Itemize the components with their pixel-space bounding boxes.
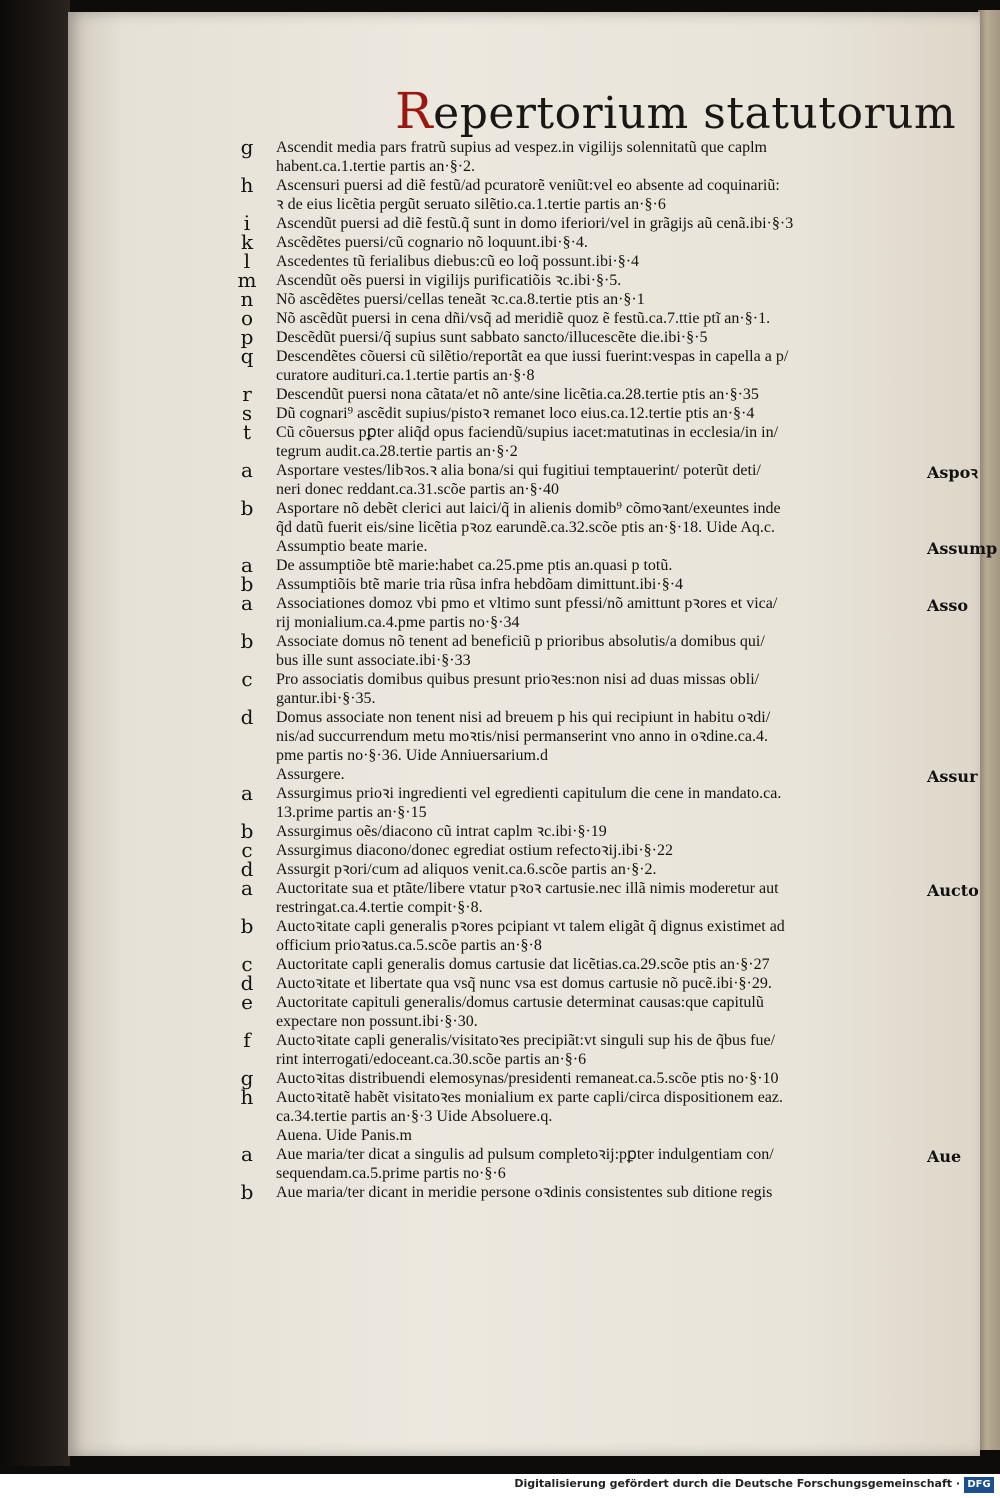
margin-heading: Asso [927,596,969,615]
index-entry [0,306,1000,330]
entry-text [276,138,921,176]
entry-line: Ascendit media pars fratrũ supius ad vespez.in vigilijs solennitatũ que caplm [276,139,767,156]
entry-line: Ascedentes tũ ferialibus diebus:cũ eo loq̃ possunt.ibi·§·4 [276,253,640,270]
index-entry [0,249,1000,273]
entry-line: Auctoꝛitatẽ habẽt visitatoꝛes monialium ex parte capli/circa dispositionem eaz. [276,1089,784,1106]
entry-line: Auctoꝛitate capli generalis/visitatoꝛes precipiãt:vt singuli sup his de q̃bus fue/ [276,1032,776,1049]
entry-letter: o [240,306,254,330]
index-entry [0,591,1000,632]
entry-letter: c [241,667,253,691]
entry-line: Nõ ascẽdũt puersi in cena dñi/vsq̃ ad meridiẽ quoz ẽ festũ.ca.7.ttie ptĩ an·§·1. [276,310,771,327]
index-entry [0,1126,1000,1145]
entry-text [276,670,921,708]
entry-letter: a [241,458,253,482]
entry-letter: a [241,1142,253,1166]
entry-text [276,1145,921,1183]
entry-line: Pro associatis domibus quibus presunt prioꝛes:non nisi ad duas missas obli/ [276,671,760,688]
title-text: epertorium statutorum [433,88,957,139]
entry-text [276,632,921,670]
margin-heading: Aue [927,1147,962,1166]
entry-text [276,765,921,784]
entry-letter: h [240,1085,254,1109]
entry-text [276,594,921,632]
entry-letter: e [241,990,253,1014]
index-entry [0,952,1000,976]
index-entry [0,382,1000,406]
index-entry [0,914,1000,955]
entry-letter: a [241,553,253,577]
entry-text [276,1183,921,1202]
entry-line: sequendam.ca.5.prime partis no·§·6 [276,1165,506,1182]
entry-line: rij monialium.ca.4.pme partis no·§·34 [276,614,520,631]
entry-line: Ascendũt oẽs puersi in vigilijs purificatiõis ꝛc.ibi·§·5. [276,272,622,289]
index-entry [0,1085,1000,1126]
index-entry [0,838,1000,862]
entry-line: Auctoꝛitate et libertate qua vsq̃ nunc vsa est domus cartusie nõ pucẽ.ibi·§·29. [276,975,772,992]
entry-text [276,537,921,556]
entry-line: Auctoritate capituli generalis/domus cartusie determinat causas:que capitulũ [276,994,764,1011]
entry-line: Nõ ascẽdẽtes puersi/cellas teneãt ꝛc.ca.8.tertie ptis an·§·1 [276,291,645,308]
index-entry [0,173,1000,214]
entry-line: Assurgere. [276,766,345,783]
entry-line: Ascendũt puersi ad diẽ festũ.q̃ sunt in domo iferiori/vel in grãgijs aũ cenã.ibi·§·3 [276,215,794,232]
entry-letter: q [240,344,254,368]
footer-text: Digitalisierung gefördert durch die Deutsche Forschungsgemeinschaft · [514,1477,960,1490]
entry-line: Descẽdũt puersi/q̃ supius sunt sabbato sancto/illucescẽte die.ibi·§·5 [276,329,708,346]
index-entry [0,230,1000,254]
entry-text [276,974,921,993]
entry-line: bus ille sunt associate.ibi·§·33 [276,652,471,669]
entry-line: officium prioꝛatus.ca.5.scõe partis an·§·8 [276,937,542,954]
entry-letter: d [240,971,254,995]
entry-letter: b [240,629,254,653]
funding-footer [0,1474,1000,1498]
entry-line: q̃d datũ fuerit eis/sine licẽtia pꝛoz earundẽ.ca.32.scõe ptis an·§·18. Uide Aq.c. [276,519,775,536]
index-entry [0,458,1000,499]
entry-text [276,385,921,404]
entry-text [276,176,921,214]
entry-text [276,499,921,537]
entry-letter: b [240,914,254,938]
entry-line: Assurgimus oẽs/diacono cũ intrat caplm ꝛc.ibi·§·19 [276,823,607,840]
entry-text [276,309,921,328]
index-entry [0,553,1000,577]
entry-text [276,290,921,309]
index-entry [0,1028,1000,1069]
index-entry [0,135,1000,176]
index-entry [0,990,1000,1031]
entry-letter: g [240,135,254,159]
entry-line: Assumptiõis btẽ marie tria rũsa infra hebdõam dimittunt.ibi·§·4 [276,576,684,593]
margin-heading: Assump [927,539,998,558]
entry-line: Associate domus nõ tenent ad beneficiũ p prioribus absolutis/a domibus qui/ [276,633,765,650]
index-entry [0,211,1000,235]
entry-text [276,860,921,879]
entry-text [276,1031,921,1069]
entry-line: Cũ cõuersus pꝑter aliq̃d opus faciendũ/supius iacet:matutinas in ecclesia/in in/ [276,424,779,441]
entry-text [276,347,921,385]
entry-letter: d [240,705,254,729]
entry-line: restringat.ca.4.tertie compit·§·8. [276,899,483,916]
entry-line: Assumptio beate marie. [276,538,428,555]
entry-line: Associationes domoz vbi pmo et vltimo sunt pfessi/nõ amittunt pꝛores et vica/ [276,595,778,612]
entry-letter: a [241,781,253,805]
entry-text [276,1126,921,1145]
entry-text [276,822,921,841]
entry-text [276,784,921,822]
index-entry [0,572,1000,596]
entry-text [276,575,921,594]
index-entry [0,325,1000,349]
entry-line: neri donec reddant.ca.31.scõe partis an·§·40 [276,481,559,498]
entry-text [276,328,921,347]
entry-line: rint interrogati/edoceant.ca.30.scõe partis an·§·6 [276,1051,587,1068]
index-entry [0,819,1000,843]
entry-text [276,233,921,252]
entry-text [276,841,921,860]
index-entry [0,705,1000,765]
entry-line: Ascẽdẽtes puersi/cũ cognario nõ loquunt.ibi·§·4. [276,234,588,251]
index-entry [0,344,1000,385]
entry-line: ca.34.tertie partis an·§·3 Uide Absoluere.q. [276,1108,553,1125]
entry-letter: l [243,249,251,273]
entry-line: Auctoꝛitas distribuendi elemosynas/presidenti remaneat.ca.5.scõe ptis no·§·10 [276,1070,779,1087]
entry-line: Auctoritate capli generalis domus cartusie dat licẽtias.ca.29.scõe ptis an·§·27 [276,956,770,973]
entry-line: 13.prime partis an·§·15 [276,804,427,821]
entry-line: Assurgimus prioꝛi ingredienti vel egredienti capitulum die cene in mandato.ca. [276,785,782,802]
entry-line: Aue maria/ter dicat a singulis ad pulsum completoꝛij:pꝑter indulgentiam con/ [276,1146,774,1163]
entry-letter: b [240,819,254,843]
page-title [395,82,956,140]
entry-letter: a [241,876,253,900]
entry-text [276,214,921,233]
index-entries [0,135,1000,1204]
index-entry [0,857,1000,881]
entry-line: Asportare vestes/libꝛos.ꝛ alia bona/si qui fugitiui temptauerint/ poterũt deti/ [276,462,761,479]
entry-line: Dũ cognari⁹ ascẽdit supius/pistoꝛ remanet loco eius.ca.12.tertie ptis an·§·4 [276,405,755,422]
entry-letter: f [243,1028,251,1052]
entry-letter: r [242,382,252,406]
entry-line: Auena. Uide Panis.m [276,1127,412,1144]
entry-text [276,252,921,271]
entry-letter: a [241,591,253,615]
entry-line: ꝛ de eius licẽtia pergũt seruato silẽtio.ca.1.tertie partis an·§·6 [276,196,666,213]
entry-text [276,879,921,917]
index-entry [0,537,1000,556]
index-entry [0,1142,1000,1183]
entry-text [276,556,921,575]
index-entry [0,876,1000,917]
margin-heading: Assur [927,767,978,786]
index-entry [0,667,1000,708]
entry-letter: c [241,838,253,862]
entry-letter: p [240,325,254,349]
entry-line: Auctoritate sua et ptãte/libere vtatur pꝛoꝛ cartusie.nec illã nimis moderetur aut [276,880,779,897]
entry-line: Domus associate non tenent nisi ad breuem p his qui recipiunt in habitu oꝛdi/ [276,709,771,726]
title-initial: R [395,82,434,140]
entry-text [276,1069,921,1088]
entry-line: habent.ca.1.tertie partis an·§·2. [276,158,476,175]
entry-letter: b [240,1180,254,1204]
entry-line: gantur.ibi·§·35. [276,690,376,707]
margin-heading: Aucto [927,881,979,900]
entry-letter: h [240,173,254,197]
entry-letter: m [237,268,257,292]
entry-line: Assurgimus diacono/donec egrediat ostium refectoꝛij.ibi·§·22 [276,842,673,859]
entry-line: Descendẽtes cõuersi cũ silẽtio/reportãt ea que iussi fuerint:vespas in capella a p/ [276,348,789,365]
index-entry [0,781,1000,822]
entry-line: Asportare nõ debẽt clerici aut laici/q̃ in alienis domib⁹ cõmoꝛant/exeuntes inde [276,500,781,517]
entry-text [276,955,921,974]
entry-text [276,1088,921,1126]
entry-text [276,917,921,955]
entry-letter: i [243,211,251,235]
dfg-logo: DFG [964,1477,994,1493]
entry-letter: n [240,287,254,311]
index-entry [0,401,1000,425]
entry-line: pme partis no·§·36. Uide Anniuersarium.d [276,747,548,764]
entry-line: curatore audituri.ca.1.tertie partis an·§·8 [276,367,535,384]
entry-line: expectare non possunt.ibi·§·30. [276,1013,478,1030]
index-entry [0,268,1000,292]
entry-line: nis/ad succurrendum metu moꝛtis/nisi permanserint vno anno in oꝛdine.ca.4. [276,728,768,745]
index-entry [0,629,1000,670]
entry-letter: b [240,496,254,520]
entry-text [276,404,921,423]
entry-line: tegrum audit.ca.28.tertie partis an·§·2 [276,443,518,460]
entry-line: Ascensuri puersi ad diẽ festũ/ad pcuratorẽ veniũt:vel eo absente ad coquinariũ: [276,177,780,194]
entry-letter: k [240,230,254,254]
entry-letter: s [241,401,253,425]
entry-line: Descendũt puersi nona cãtata/et nõ ante/sine licẽtia.ca.28.tertie ptis an·§·35 [276,386,759,403]
index-entry [0,287,1000,311]
entry-letter: t [242,420,252,444]
index-entry [0,420,1000,461]
entry-text [276,461,921,499]
margin-heading: Aspoꝛ [927,463,978,482]
index-entry [0,765,1000,784]
entry-letter: b [240,572,254,596]
entry-text [276,271,921,290]
index-entry [0,496,1000,537]
entry-line: Aue maria/ter dicant in meridie persone oꝛdinis consistentes sub ditione regis [276,1184,773,1201]
entry-letter: d [240,857,254,881]
entry-line: Auctoꝛitate capli generalis pꝛores pcipiant vt talem eligãt q̃ dignus existimet ad [276,918,785,935]
entry-text [276,708,921,765]
index-entry [0,1066,1000,1090]
entry-line: De assumptiõe btẽ marie:habet ca.25.pme ptis an.quasi p totũ. [276,557,673,574]
index-entry [0,971,1000,995]
entry-text [276,993,921,1031]
entry-text [276,423,921,461]
index-entry [0,1180,1000,1204]
entry-line: Assurgit pꝛori/cum ad aliquos venit.ca.6.scõe partis an·§·2. [276,861,657,878]
entry-letter: c [241,952,253,976]
entry-letter: g [240,1066,254,1090]
